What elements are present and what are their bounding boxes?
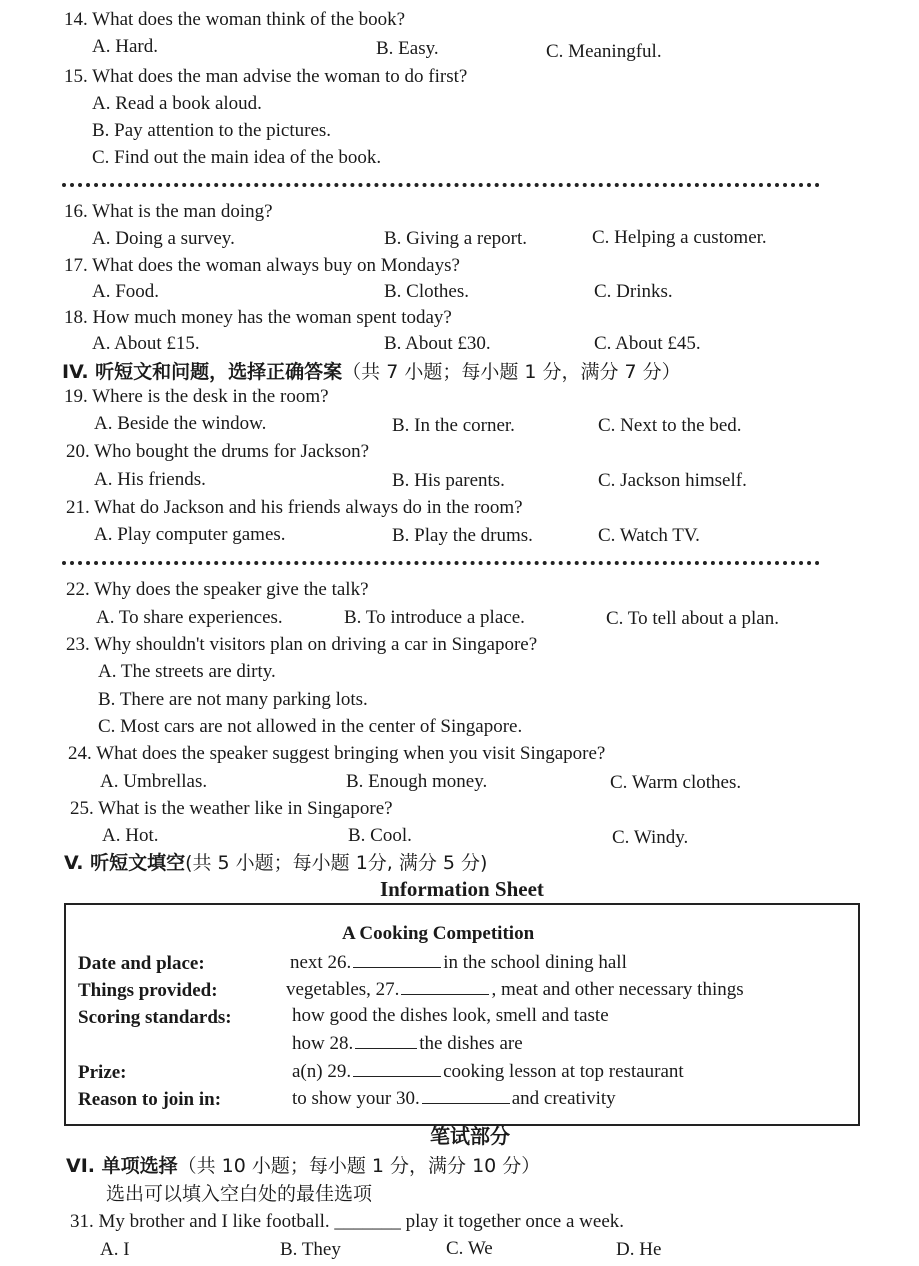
blank-29[interactable] bbox=[353, 1060, 441, 1077]
question-15-option-b[interactable]: B. Pay attention to the pictures. bbox=[92, 120, 332, 141]
section-vi-note: （共 10 小题；每小题 1 分，满分 10 分） bbox=[177, 1155, 541, 1177]
question-25-option-a[interactable]: A. Hot. bbox=[102, 825, 159, 846]
question-16-option-b[interactable]: B. Giving a report. bbox=[384, 228, 528, 249]
section-vi-title: VI. 单项选择 bbox=[66, 1155, 178, 1177]
sheet-text: a(n) 29. bbox=[292, 1061, 352, 1082]
question-18-option-a[interactable]: A. About £15. bbox=[92, 333, 200, 354]
section-v-heading bbox=[64, 852, 487, 875]
question-24-stem: 24. What does the speaker suggest bringing when you visit Singapore? bbox=[68, 743, 606, 764]
section-vi-heading bbox=[66, 1155, 540, 1178]
question-22-option-b[interactable]: B. To introduce a place. bbox=[344, 607, 525, 628]
sheet-text: , meat and other necessary things bbox=[491, 979, 744, 1000]
blank-26[interactable] bbox=[353, 951, 441, 968]
sheet-label-things-provided: Things provided: bbox=[78, 980, 218, 1001]
question-31-option-a[interactable]: A. I bbox=[100, 1239, 130, 1260]
sheet-row-scoring-how bbox=[292, 1032, 523, 1055]
written-part-heading: 笔试部分 bbox=[430, 1124, 510, 1148]
question-20-option-c[interactable]: C. Jackson himself. bbox=[598, 470, 747, 491]
question-21-option-b[interactable]: B. Play the drums. bbox=[392, 525, 533, 546]
question-15-stem: 15. What does the man advise the woman to do first? bbox=[64, 66, 468, 87]
section-iv-title: IV. 听短文和问题，选择正确答案 bbox=[62, 361, 343, 383]
question-31-stem: 31. My brother and I like football. _______ play it together once a week. bbox=[70, 1211, 625, 1232]
question-24-option-b[interactable]: B. Enough money. bbox=[346, 771, 488, 792]
information-sheet-box bbox=[64, 903, 860, 1126]
sheet-text: the dishes are bbox=[419, 1033, 523, 1054]
sheet-row-scoring-standards: how good the dishes look, smell and taste bbox=[292, 1005, 609, 1026]
question-18-stem: 18. How much money has the woman spent today? bbox=[64, 307, 452, 328]
question-16-option-c[interactable]: C. Helping a customer. bbox=[592, 227, 767, 248]
question-17-option-c[interactable]: C. Drinks. bbox=[594, 281, 673, 302]
question-31-option-b[interactable]: B. They bbox=[280, 1239, 341, 1260]
sheet-text: how 28. bbox=[292, 1033, 354, 1054]
dotted-divider bbox=[62, 561, 820, 565]
question-24-option-c[interactable]: C. Warm clothes. bbox=[610, 772, 742, 793]
question-15-option-c[interactable]: C. Find out the main idea of the book. bbox=[92, 147, 382, 168]
question-25-stem: 25. What is the weather like in Singapore? bbox=[70, 798, 393, 819]
sheet-text: to show your 30. bbox=[292, 1088, 420, 1109]
question-25-option-b[interactable]: B. Cool. bbox=[348, 825, 412, 846]
section-iv-note: （共 7 小题；每小题 1 分，满分 7 分） bbox=[342, 361, 681, 383]
question-20-option-a[interactable]: A. His friends. bbox=[94, 469, 206, 490]
question-23-stem: 23. Why shouldn't visitors plan on driving a car in Singapore? bbox=[66, 634, 538, 655]
sheet-text: vegetables, 27. bbox=[286, 979, 400, 1000]
section-v-note: (共 5 小题；每小题 1分, 满分 5 分) bbox=[185, 852, 488, 874]
question-21-stem: 21. What do Jackson and his friends always do in the room? bbox=[66, 497, 523, 518]
question-14-option-b[interactable]: B. Easy. bbox=[376, 38, 439, 59]
question-20-option-b[interactable]: B. His parents. bbox=[392, 470, 505, 491]
sheet-row-reason bbox=[292, 1087, 616, 1110]
section-v-title: V. 听短文填空 bbox=[64, 852, 186, 874]
information-sheet-heading: Information Sheet bbox=[380, 877, 544, 901]
question-18-option-b[interactable]: B. About £30. bbox=[384, 333, 491, 354]
question-23-option-b[interactable]: B. There are not many parking lots. bbox=[98, 689, 368, 710]
question-17-option-a[interactable]: A. Food. bbox=[92, 281, 160, 302]
sheet-row-date-place bbox=[290, 951, 627, 974]
question-19-option-b[interactable]: B. In the corner. bbox=[392, 415, 515, 436]
sheet-label-prize: Prize: bbox=[78, 1062, 127, 1083]
question-22-option-a[interactable]: A. To share experiences. bbox=[96, 607, 283, 628]
question-25-option-c[interactable]: C. Windy. bbox=[612, 827, 689, 848]
question-23-option-a[interactable]: A. The streets are dirty. bbox=[98, 661, 276, 682]
section-vi-instruction: 选出可以填入空白处的最佳选项 bbox=[106, 1183, 373, 1205]
question-24-option-a[interactable]: A. Umbrellas. bbox=[100, 771, 208, 792]
blank-28[interactable] bbox=[355, 1032, 417, 1049]
sheet-row-prize bbox=[292, 1060, 684, 1083]
question-31-option-c[interactable]: C. We bbox=[446, 1238, 493, 1259]
sheet-row-things-provided bbox=[286, 978, 744, 1001]
question-22-stem: 22. Why does the speaker give the talk? bbox=[66, 579, 369, 600]
blank-27[interactable] bbox=[401, 978, 489, 995]
question-16-option-a[interactable]: A. Doing a survey. bbox=[92, 228, 235, 249]
question-17-option-b[interactable]: B. Clothes. bbox=[384, 281, 469, 302]
sheet-text: and creativity bbox=[511, 1088, 616, 1109]
question-14-option-c[interactable]: C. Meaningful. bbox=[546, 41, 662, 62]
question-21-option-c[interactable]: C. Watch TV. bbox=[598, 525, 700, 546]
question-21-option-a[interactable]: A. Play computer games. bbox=[94, 524, 286, 545]
question-19-stem: 19. Where is the desk in the room? bbox=[64, 386, 329, 407]
sheet-label-scoring-standards: Scoring standards: bbox=[78, 1007, 232, 1028]
question-20-stem: 20. Who bought the drums for Jackson? bbox=[66, 441, 370, 462]
section-iv-heading bbox=[62, 361, 681, 384]
sheet-label-date-place: Date and place: bbox=[78, 953, 205, 974]
question-31-option-d[interactable]: D. He bbox=[616, 1239, 662, 1260]
question-22-option-c[interactable]: C. To tell about a plan. bbox=[606, 608, 779, 629]
sheet-text: next 26. bbox=[290, 952, 352, 973]
question-16-stem: 16. What is the man doing? bbox=[64, 201, 273, 222]
blank-30[interactable] bbox=[422, 1087, 510, 1104]
question-17-stem: 17. What does the woman always buy on Mondays? bbox=[64, 255, 460, 276]
question-23-option-c[interactable]: C. Most cars are not allowed in the center of Singapore. bbox=[98, 716, 523, 737]
sheet-text: cooking lesson at top restaurant bbox=[443, 1061, 684, 1082]
question-19-option-a[interactable]: A. Beside the window. bbox=[94, 413, 267, 434]
competition-title: A Cooking Competition bbox=[342, 923, 535, 944]
question-18-option-c[interactable]: C. About £45. bbox=[594, 333, 701, 354]
question-14-stem: 14. What does the woman think of the book? bbox=[64, 9, 406, 30]
question-19-option-c[interactable]: C. Next to the bed. bbox=[598, 415, 742, 436]
sheet-text: in the school dining hall bbox=[443, 952, 627, 973]
question-14-option-a[interactable]: A. Hard. bbox=[92, 36, 158, 57]
question-15-option-a[interactable]: A. Read a book aloud. bbox=[92, 93, 262, 114]
sheet-label-reason: Reason to join in: bbox=[78, 1089, 222, 1110]
dotted-divider bbox=[62, 183, 820, 187]
